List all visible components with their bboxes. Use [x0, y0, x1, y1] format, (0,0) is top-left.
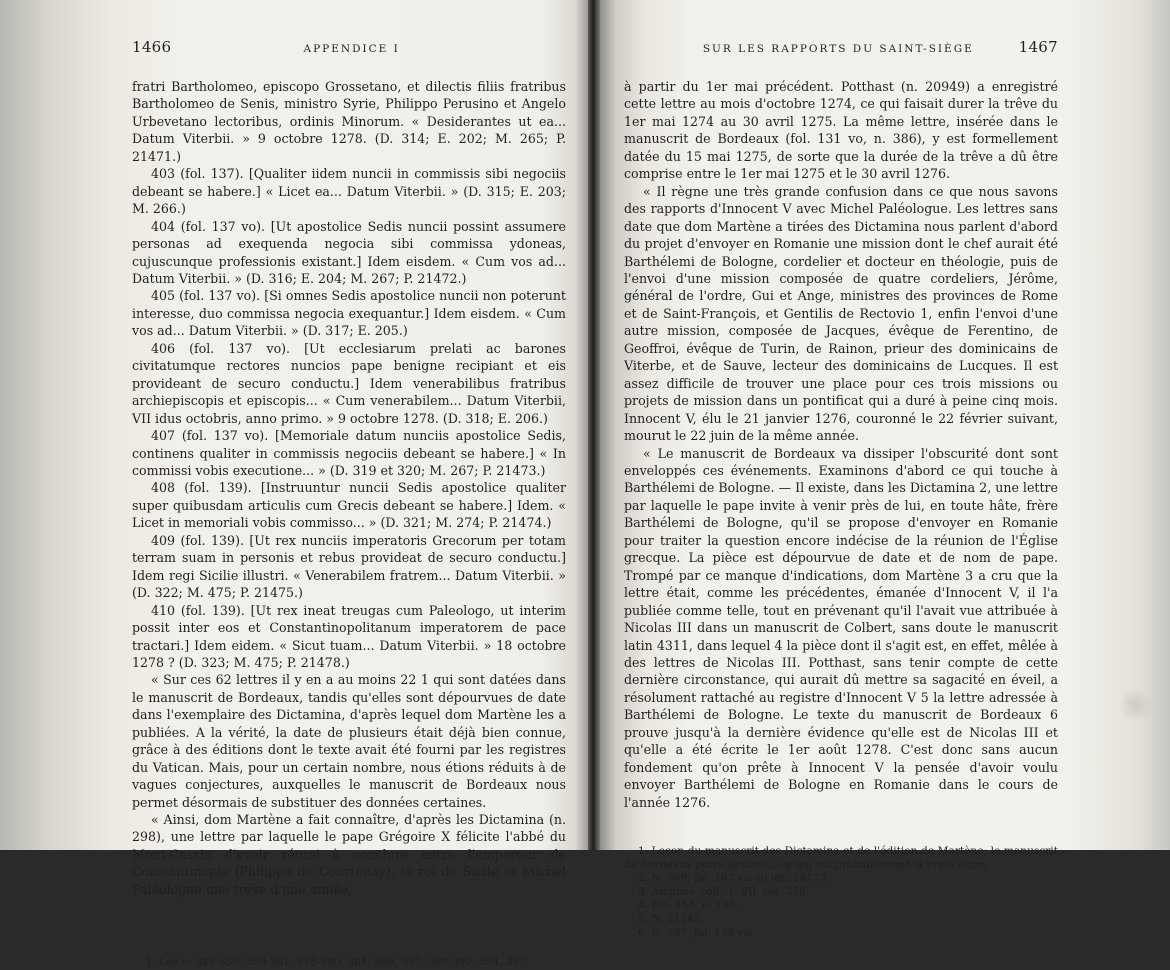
right-running-title: SUR LES RAPPORTS DU SAINT-SIÈGE — [702, 43, 974, 55]
paragraph: « Il règne une très grande confusion dans ce que nous savons des rapports d'Innocent V avec Michel Paléologue. Les lettres sans date que dom Martène a tirées des Dictamina nous parlent d'abord du projet d'envoyer en Romanie une mission dont le chef aurait été Barthélemi de Bologne, cordelier et docteur en théologie, puis de l'envoi d'une mission composée de quatre cordeliers, Jérôme, général de l'ordre, Gui et Ange, ministres des provinces de Rome et de Saint-François, et Gentilis de Rectovio 1, enfin l'envoi d'une autre mission, composée de Jacques, évêque de Ferentino, de Geoffroi, évêque de Turin, de Rainon, prieur des dominicains de Viterbe, et de Sauve, lecteur des dominicains de Lucques. Il est assez difficile de trouver une place pour ces trois missions ou projets de mission dans un pontificat qui a duré à peine cinq mois. Innocent V, élu le 21 janvier 1276, couronné le 22 février suivant, mourut le 22 juin de la même année. — [624, 183, 1058, 444]
paragraph: 403 (fol. 137). [Qualiter iidem nuncii in commissis sibi negociis debeant se habere.] « Licet ea... Datum Viterbii. » (D. 315; E. 203; M. 266.) — [132, 166, 566, 217]
footnote: 5. N. 21145. — [638, 913, 704, 925]
right-running-header — [624, 38, 1058, 78]
book-gutter — [588, 0, 600, 850]
right-page-number: 1467 — [1018, 38, 1058, 56]
paragraph: 406 (fol. 137 vo). [Ut ecclesiarum prelati ac barones civitatumque rectores nuncios pape benigne recipiant et eis provideant de securo conductu.] Idem venerabilibus fratribus archiepiscopis et episcopis... « Cum venerabilem... Datum Viterbii, VII idus octobris, anno primo. » 9 octobre 1278. (D. 318; E. 206.) — [132, 340, 566, 426]
paragraph: « Sur ces 62 lettres il y en a au moins 22 1 qui sont datées dans le manuscrit de Bordeaux, tandis qu'elles sont dépourvues de date dans l'exemplaire des Dictamina, d'après lequel dom Martène les a publiées. A la vérité, la date de plusieurs était déjà bien connue, grâce à des éditions dont le texte avait été fourni par les registres du Vatican. Mais, pour un certain nombre, nous étions réduits à de vagues conjectures, auxquelles le manuscrit de Bordeaux nous permet désormais de substituer des données certaines. — [132, 672, 566, 810]
paragraph: « Le manuscrit de Bordeaux va dissiper l'obscurité dont sont enveloppés ces événements. Examinons d'abord ce qui touche à Barthélemi de Bologne. — Il existe, dans les Dictamina 2, une lettre par laquelle le pape invite à venir près de lui, en toute hâte, frère Barthélemi de Bologne, qu'il se propose d'envoyer en Romanie pour traiter la question encore indécise de la réunion de l'Église grecque. La pièce est dépourvue de date et de nom de pape. Trompé par ce manque d'indications, dom Martène 3 a cru que la lettre était, comme les précédentes, émanée d'Innocent V, il l'a publiée comme telle, tout en prévenant qu'il l'avait vue attribuée à Nicolas III dans un manuscrit de Colbert, sans doute le manuscrit latin 4311, dans lequel 4 la pièce dont il s'agit est, en effet, mêlée à des lettres de Nicolas III. Potthast, sans tenir compte de cette dernière circonstance, qui aurait dû mettre sa sagacité en éveil, a résolument rattaché au registre d'Innocent V 5 la lettre adressée à Barthélemi de Bologne. Le texte du manuscrit de Bordeaux 6 prouve jusqu'à la dernière évidence qu'elle est de Nicolas III et qu'elle a été écrite le 1er août 1278. C'est donc sans aucun fondement qu'on prête à Innocent V la pensée d'avoir voulu envoyer Barthélemi de Bologne en Romanie dans le cours de l'année 1276. — [624, 445, 1058, 810]
footnote: 1. Les n. 349-355, 359-361, 378-380, 384, 386, 387, 389-392, 394, 397. — [146, 956, 530, 969]
left-running-title: APPENDICE I — [303, 43, 400, 55]
footnote: 2. N. 309; fol. 167 vo du ms. 14173. — [638, 872, 830, 885]
left-running-header — [132, 38, 566, 78]
paragraph: « Ainsi, dom Martène a fait connaître, d'après les Dictamina (n. 298), une lettre par laquelle le pape Grégoire X félicite l'abbé du Mont-Cassin d'avoir réussi à conclure entre l'empereur de Constantinople (Philippe de Courtenay), le roi de Sicile et Michel Paléologue une trêve d'une année, — [132, 812, 566, 897]
right-body-text — [624, 78, 1058, 811]
paragraph: à partir du 1er mai précédent. Potthast (n. 20949) a enregistré cette lettre au mois d'octobre 1274, ce qui faisait durer la trêve du 1er mai 1274 au 30 avril 1275. La même lettre, insérée dans le manuscrit de Bordeaux (fol. 131 vo, n. 386), y est formellement datée du 15 mai 1275, de sorte que la durée de la trêve a dû être comprise entre le 1er mai 1275 et le 30 avril 1276. — [624, 79, 1058, 182]
right-footnotes — [624, 845, 1058, 940]
paragraph: fratri Bartholomeo, episcopo Grossetano, et dilectis filiis fratribus Bartholomeo de Senis, ministro Syrie, Philippo Perusino et Angelo Urbevetano lectoribus, ordinis Minorum. « Desiderantes ut ea... Datum Viterbii. » 9 octobre 1278. (D. 314; E. 202; M. 265; P. 21471.) — [132, 79, 566, 164]
paragraph: 408 (fol. 139). [Instruuntur nuncii Sedis apostolice qualiter super quibusdam articulis cum Grecis debeant se habere.] Idem. « Licet in memoriali vobis commisso... » (D. 321; M. 274; P. 21474.) — [132, 480, 566, 531]
right-page — [600, 0, 1170, 939]
footnote: 4. Fol. 148, n. 195. — [638, 899, 739, 912]
paragraph: 404 (fol. 137 vo). [Ut apostolice Sedis nuncii possint assumere personas ad exequenda negocia sibi commissa ydoneas, cujuscunque professionis existant.] Idem eisdem. « Cum vos ad... Datum Viterbii. » (D. 316; E. 204; M. 267; P. 21472.) — [132, 218, 566, 286]
paper-smudge — [1116, 690, 1156, 720]
paragraph: 410 (fol. 139). [Ut rex ineat treugas cum Paleologo, ut interim possit inter eos et Constantinopolitanum imperatorem de pace tractari.] Idem eidem. « Sicut tuam... Datum Viterbii. » 18 octobre 1278 ? (D. 323; M. 475; P. 21478.) — [132, 602, 566, 670]
left-body-text — [132, 78, 566, 898]
paragraph: 405 (fol. 137 vo). [Si omnes Sedis apostolice nuncii non poterunt interesse, duo commissa negocia exequantur.] Idem eisdem. « Cum vos ad... Datum Viterbii. » (D. 317; E. 205.) — [132, 288, 566, 339]
paragraph: 407 (fol. 137 vo). [Memoriale datum nunciis apostolice Sedis, continens qualiter in commissis negociis debeant se habere.] « In commissi vobis executione... » (D. 319 et 320; M. 267; P. 21473.) — [132, 428, 566, 478]
footnote: 3. Ampliss. coll., t. VII, col. 258. — [638, 885, 810, 898]
footnote: 6. N. 397, fol. 135 vo. — [638, 926, 754, 939]
footnote: 1. Leçon du manuscrit des Dictamina et de l'édition de Martène; le manuscrit de Bordeaux porte Bettonio, ce qui est probablement la vraie leçon. — [624, 845, 1058, 871]
paragraph: 409 (fol. 139). [Ut rex nunciis imperatoris Grecorum per totam terram suam in personis et rebus provideat de securo conductu.] Idem regi Sicilie illustri. « Venerabilem fratrem... Datum Viterbii. » (D. 322; M. 475; P. 21475.) — [132, 532, 566, 601]
left-footnotes — [132, 956, 566, 970]
left-page-number: 1466 — [132, 38, 172, 56]
